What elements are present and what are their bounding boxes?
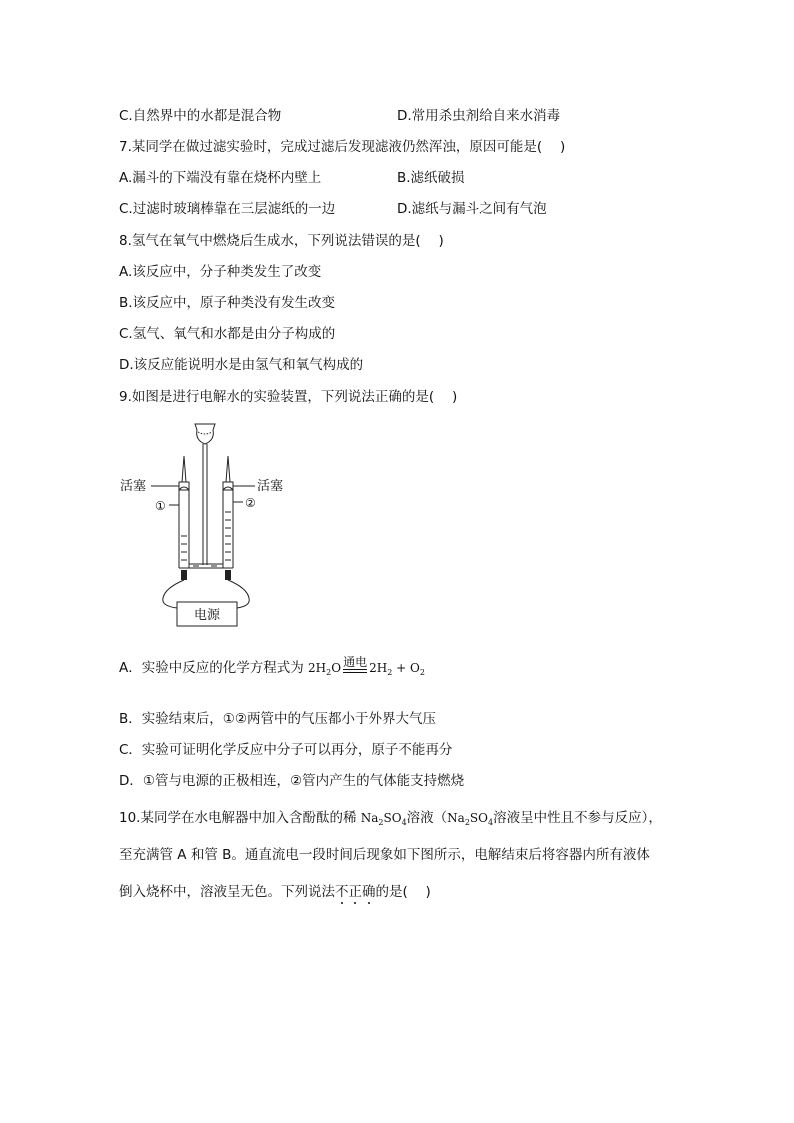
equation-condition: 通电 (343, 655, 368, 669)
q8-stem: 8.氢气在氧气中燃烧后生成水，下列说法错误的是( ) (119, 233, 444, 249)
q8-option-a: A.该反应中，分子种类发生了改变 (119, 264, 322, 280)
tube-2-label: ② (245, 496, 256, 510)
q10-line-3: 倒入烧杯中，溶液呈无色。下列说法不正确的是( ) (119, 884, 431, 900)
q8-option-b: B.该反应中，原子种类没有发生改变 (119, 295, 336, 311)
q8-option-c: C.氢气、氧气和水都是由分子构成的 (119, 326, 336, 342)
q9-option-c: C．实验可证明化学反应中分子可以再分，原子不能再分 (119, 742, 453, 758)
q6-option-c: C.自然界中的水都是混合物 (119, 108, 282, 124)
q7-option-a: A.漏斗的下端没有靠在烧杯内壁上 (119, 170, 322, 186)
q10-line-1: 10.某同学在水电解器中加入含酚酞的稀 $Na_2SO_4$溶液（$Na_2SO_4$溶液呈中性且不参与反应）， (119, 810, 662, 827)
tube-1-label: ① (155, 499, 166, 513)
q10-line-2: 至充满管 A 和管 B。通直流电一段时间后现象如下图所示，电解结束后将容器内所有液体 (119, 847, 650, 863)
stopcock-label-left: 活塞 (120, 479, 147, 494)
q8-option-d: D.该反应能说明水是由氢气和氧气构成的 (119, 357, 364, 373)
q7-option-b: B.滤纸破损 (397, 170, 465, 186)
emphasis-char: 确 (362, 884, 376, 900)
stopcock-label-right: 活塞 (257, 479, 284, 494)
q7-option-d: D.滤纸与漏斗之间有气泡 (397, 201, 547, 217)
emphasis-char: 不 (335, 884, 349, 900)
q9-option-b: B．实验结束后，①②两管中的气压都小于外界大气压 (119, 711, 436, 727)
q9-stem: 9.如图是进行电解水的实验装置，下列说法正确的是( ) (119, 389, 458, 405)
q9-option-a: A．实验中反应的化学方程式为 $2H_2O$ 通电 $2H_2 + O_2$ (119, 655, 425, 677)
electrolysis-apparatus-diagram (115, 418, 295, 630)
q9-option-d: D．①管与电源的正极相连，②管内产生的气体能支持燃烧 (119, 773, 465, 789)
emphasis-char: 正 (348, 884, 362, 900)
power-source-label: 电源 (193, 608, 221, 623)
q6-option-d: D.常用杀虫剂给自来水消毒 (397, 108, 561, 124)
q7-stem: 7.某同学在做过滤实验时，完成过滤后发现滤液仍然浑浊，原因可能是( ) (119, 139, 566, 155)
chemical-equation: $2H_2O$ 通电 $2H_2 + O_2$ (308, 655, 425, 677)
q7-option-c: C.过滤时玻璃棒靠在三层滤纸的一边 (119, 201, 336, 217)
